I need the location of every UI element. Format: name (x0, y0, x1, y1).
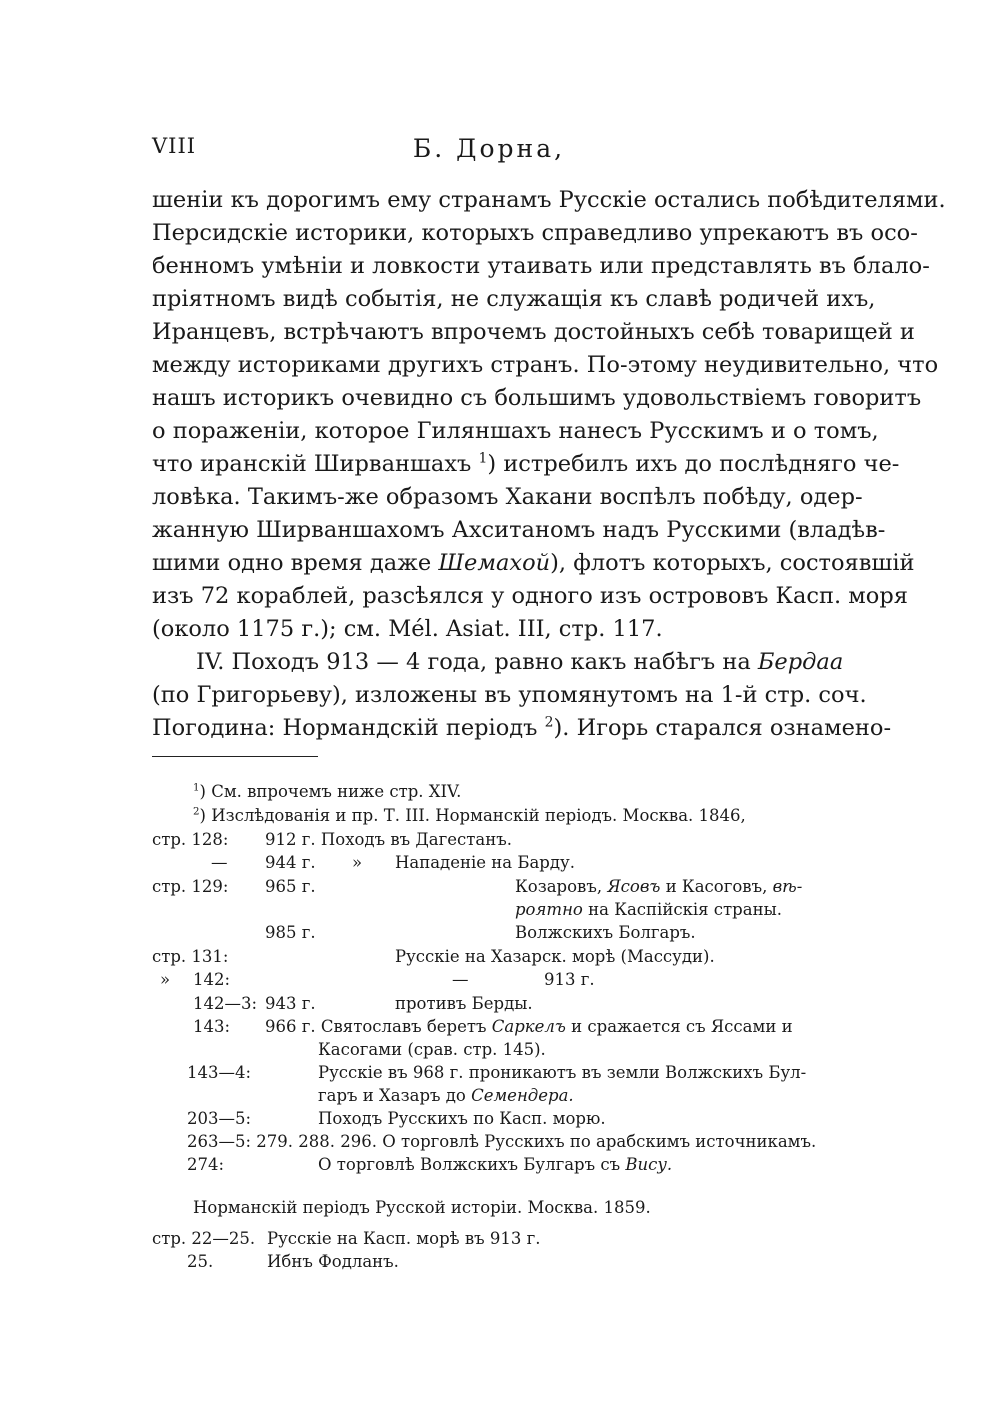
text-segment: что иранскій Ширваншахъ (152, 451, 472, 477)
footnote-entry: 912 г. Походъ въ Дагестанъ. (265, 830, 512, 849)
text-line: пріятномъ видѣ событія, не служащія къ славѣ родичей ихъ, (152, 286, 876, 312)
italic-place-name: Шемахой (438, 550, 551, 576)
footnote-page-ref: 143—4: (187, 1063, 252, 1082)
footnote-page-ref: 274: (187, 1155, 225, 1174)
footnote-entry: 263—5: 279. 288. 296. О торговлѣ Русскихъ по арабскимъ источникамъ. (187, 1132, 817, 1151)
italic-place-name: Вису. (625, 1155, 673, 1174)
footnote-entry: Нападеніе на Барду. (395, 853, 575, 872)
footnote-source-title: Норманскій періодъ Русской исторіи. Москва. 1859. (193, 1198, 651, 1217)
text-line (152, 646, 844, 679)
italic-term: роятно (515, 900, 583, 919)
text-line: жанную Ширваншахомъ Ахситаномъ надъ Русскими (владѣв- (152, 517, 886, 543)
text-segment: Козаровъ, (515, 877, 603, 896)
footnote-page-ref: 142—3: (193, 994, 258, 1013)
footnote-2 (193, 805, 746, 827)
text-line: между историками другихъ странъ. По-этому неудивительно, что (152, 352, 939, 378)
text-segment: и Касоговъ, (665, 877, 768, 896)
footnote-page-ref: 203—5: (187, 1109, 252, 1128)
footnote-text: ) См. впрочемъ ниже стр. XIV. (199, 782, 462, 801)
footnote-marker: 1 (193, 782, 200, 794)
italic-place-name: Саркелъ (491, 1017, 566, 1036)
italic-place-name: Бердаа (757, 649, 844, 675)
footnote-page-ref: 142: (193, 970, 231, 989)
text-line: нашъ историкъ очевидно съ большимъ удовольствіемъ говоритъ (152, 385, 922, 411)
footnote-year: 943 г. (265, 994, 316, 1013)
text-line: ловѣка. Такимъ-же образомъ Хакани воспѣлъ побѣду, одер- (152, 484, 863, 510)
page-header (152, 134, 826, 168)
text-line: (около 1175 г.); см. Mél. Asiat. III, стр. 117. (152, 616, 663, 642)
text-segment: на Каспійскія страны. (588, 900, 782, 919)
footnote-year: 985 г. (265, 923, 316, 942)
text-line: (по Григорьеву), изложены въ упомянутомъ на 1-й стр. соч. (152, 682, 867, 708)
footnote-entry: Русскіе на Хазарск. морѣ (Массуди). (395, 947, 715, 966)
text-line: Персидскіе историки, которыхъ справедливо упрекаютъ въ осо- (152, 220, 918, 246)
footnote-page-ref: стр. 128: (152, 830, 229, 849)
text-line: бенномъ умѣніи и ловкости утаивать или представлять въ блало- (152, 253, 930, 279)
footnote-entry (318, 1154, 672, 1176)
text-line (152, 547, 915, 580)
footnote-divider (152, 756, 318, 757)
text-line (152, 712, 892, 745)
footnote-entry: Ибнъ Фодланъ. (267, 1252, 399, 1271)
footnote-entry: Волжскихъ Болгаръ. (515, 923, 696, 942)
footnote-entry: Русскіе въ 968 г. проникаютъ въ земли Волжскихъ Бул- (318, 1063, 807, 1082)
footnote-entry (515, 876, 802, 898)
footnote-entry (318, 1085, 574, 1107)
footnote-year: 913 г. (544, 970, 595, 989)
text-segment: шими одно время даже (152, 550, 432, 576)
footnote-entry (515, 899, 782, 921)
italic-term: Ясовъ (607, 877, 661, 896)
text-line: шеніи къ дорогимъ ему странамъ Русскіе остались побѣдителями. (152, 187, 946, 213)
text-segment: 966 г. Святославъ беретъ (265, 1017, 487, 1036)
footnote-page-ref: стр. 131: (152, 947, 229, 966)
text-segment: О торговлѣ Волжскихъ Булгаръ съ (318, 1155, 621, 1174)
text-segment: и сражается съ Яссами и (571, 1017, 793, 1036)
footnote-year: 965 г. (265, 877, 316, 896)
ditto-dash: — (452, 970, 469, 989)
running-head: Б. Дорна, (412, 134, 566, 163)
text-segment: IV. Походъ 913 — 4 года, равно какъ набѣгъ на (196, 649, 751, 675)
text-segment: ), флотъ которыхъ, состоявшій (550, 550, 915, 576)
italic-place-name: Семендера. (471, 1086, 574, 1105)
text-line: Иранцевъ, встрѣчаютъ впрочемъ достойныхъ себѣ товарищей и (152, 319, 915, 345)
text-line: о пораженіи, которое Гиляншахъ нанесъ Русскимъ и о томъ, (152, 418, 879, 444)
text-line: что иранскій Ширваншахъ $^1$) истребилъ ихъ до послѣдняго че- (152, 450, 900, 477)
footnote-entry: Касогами (срав. стр. 145). (318, 1040, 546, 1059)
text-line: изъ 72 кораблей, разсѣялся у одного изъ острововъ Касп. моря (152, 583, 908, 609)
footnote-1 (193, 781, 461, 803)
footnote-page-ref: 143: (193, 1017, 231, 1036)
footnote-entry: противъ Берды. (395, 994, 533, 1013)
ditto-mark: » (160, 970, 171, 989)
text-segment: ). Игорь старался ознамено- (553, 715, 892, 741)
footnote-entry: Русскіе на Касп. морѣ въ 913 г. (267, 1229, 541, 1248)
ditto-dash: — (211, 853, 228, 872)
page-number: VIII (152, 134, 197, 158)
footnote-marker: 2 (193, 806, 200, 818)
text-segment: гаръ и Хазаръ до (318, 1086, 466, 1105)
footnote-page-ref: стр. 22—25. (152, 1229, 256, 1248)
main-text (152, 184, 946, 745)
footnote-entry (265, 1016, 793, 1038)
footnote-ref-1: 1 (478, 450, 488, 467)
text-segment: истребилъ ихъ до послѣдняго че- (503, 451, 900, 477)
text-segment: Погодина: Нормандскій періодъ (152, 715, 538, 741)
footnote-page-ref: 25. (187, 1252, 214, 1271)
footnote-text: ) Изслѣдованія и пр. Т. III. Норманскій періодъ. Москва. 1846, (199, 806, 746, 825)
footnote-year: 944 г. (265, 853, 316, 872)
footnote-entry: Походъ Русскихъ по Касп. морю. (318, 1109, 606, 1128)
footnote-ref-2: 2 (544, 714, 554, 731)
italic-term: вѣ- (772, 877, 803, 896)
ditto-mark: » (352, 853, 363, 872)
footnote-page-ref: стр. 129: (152, 877, 229, 896)
